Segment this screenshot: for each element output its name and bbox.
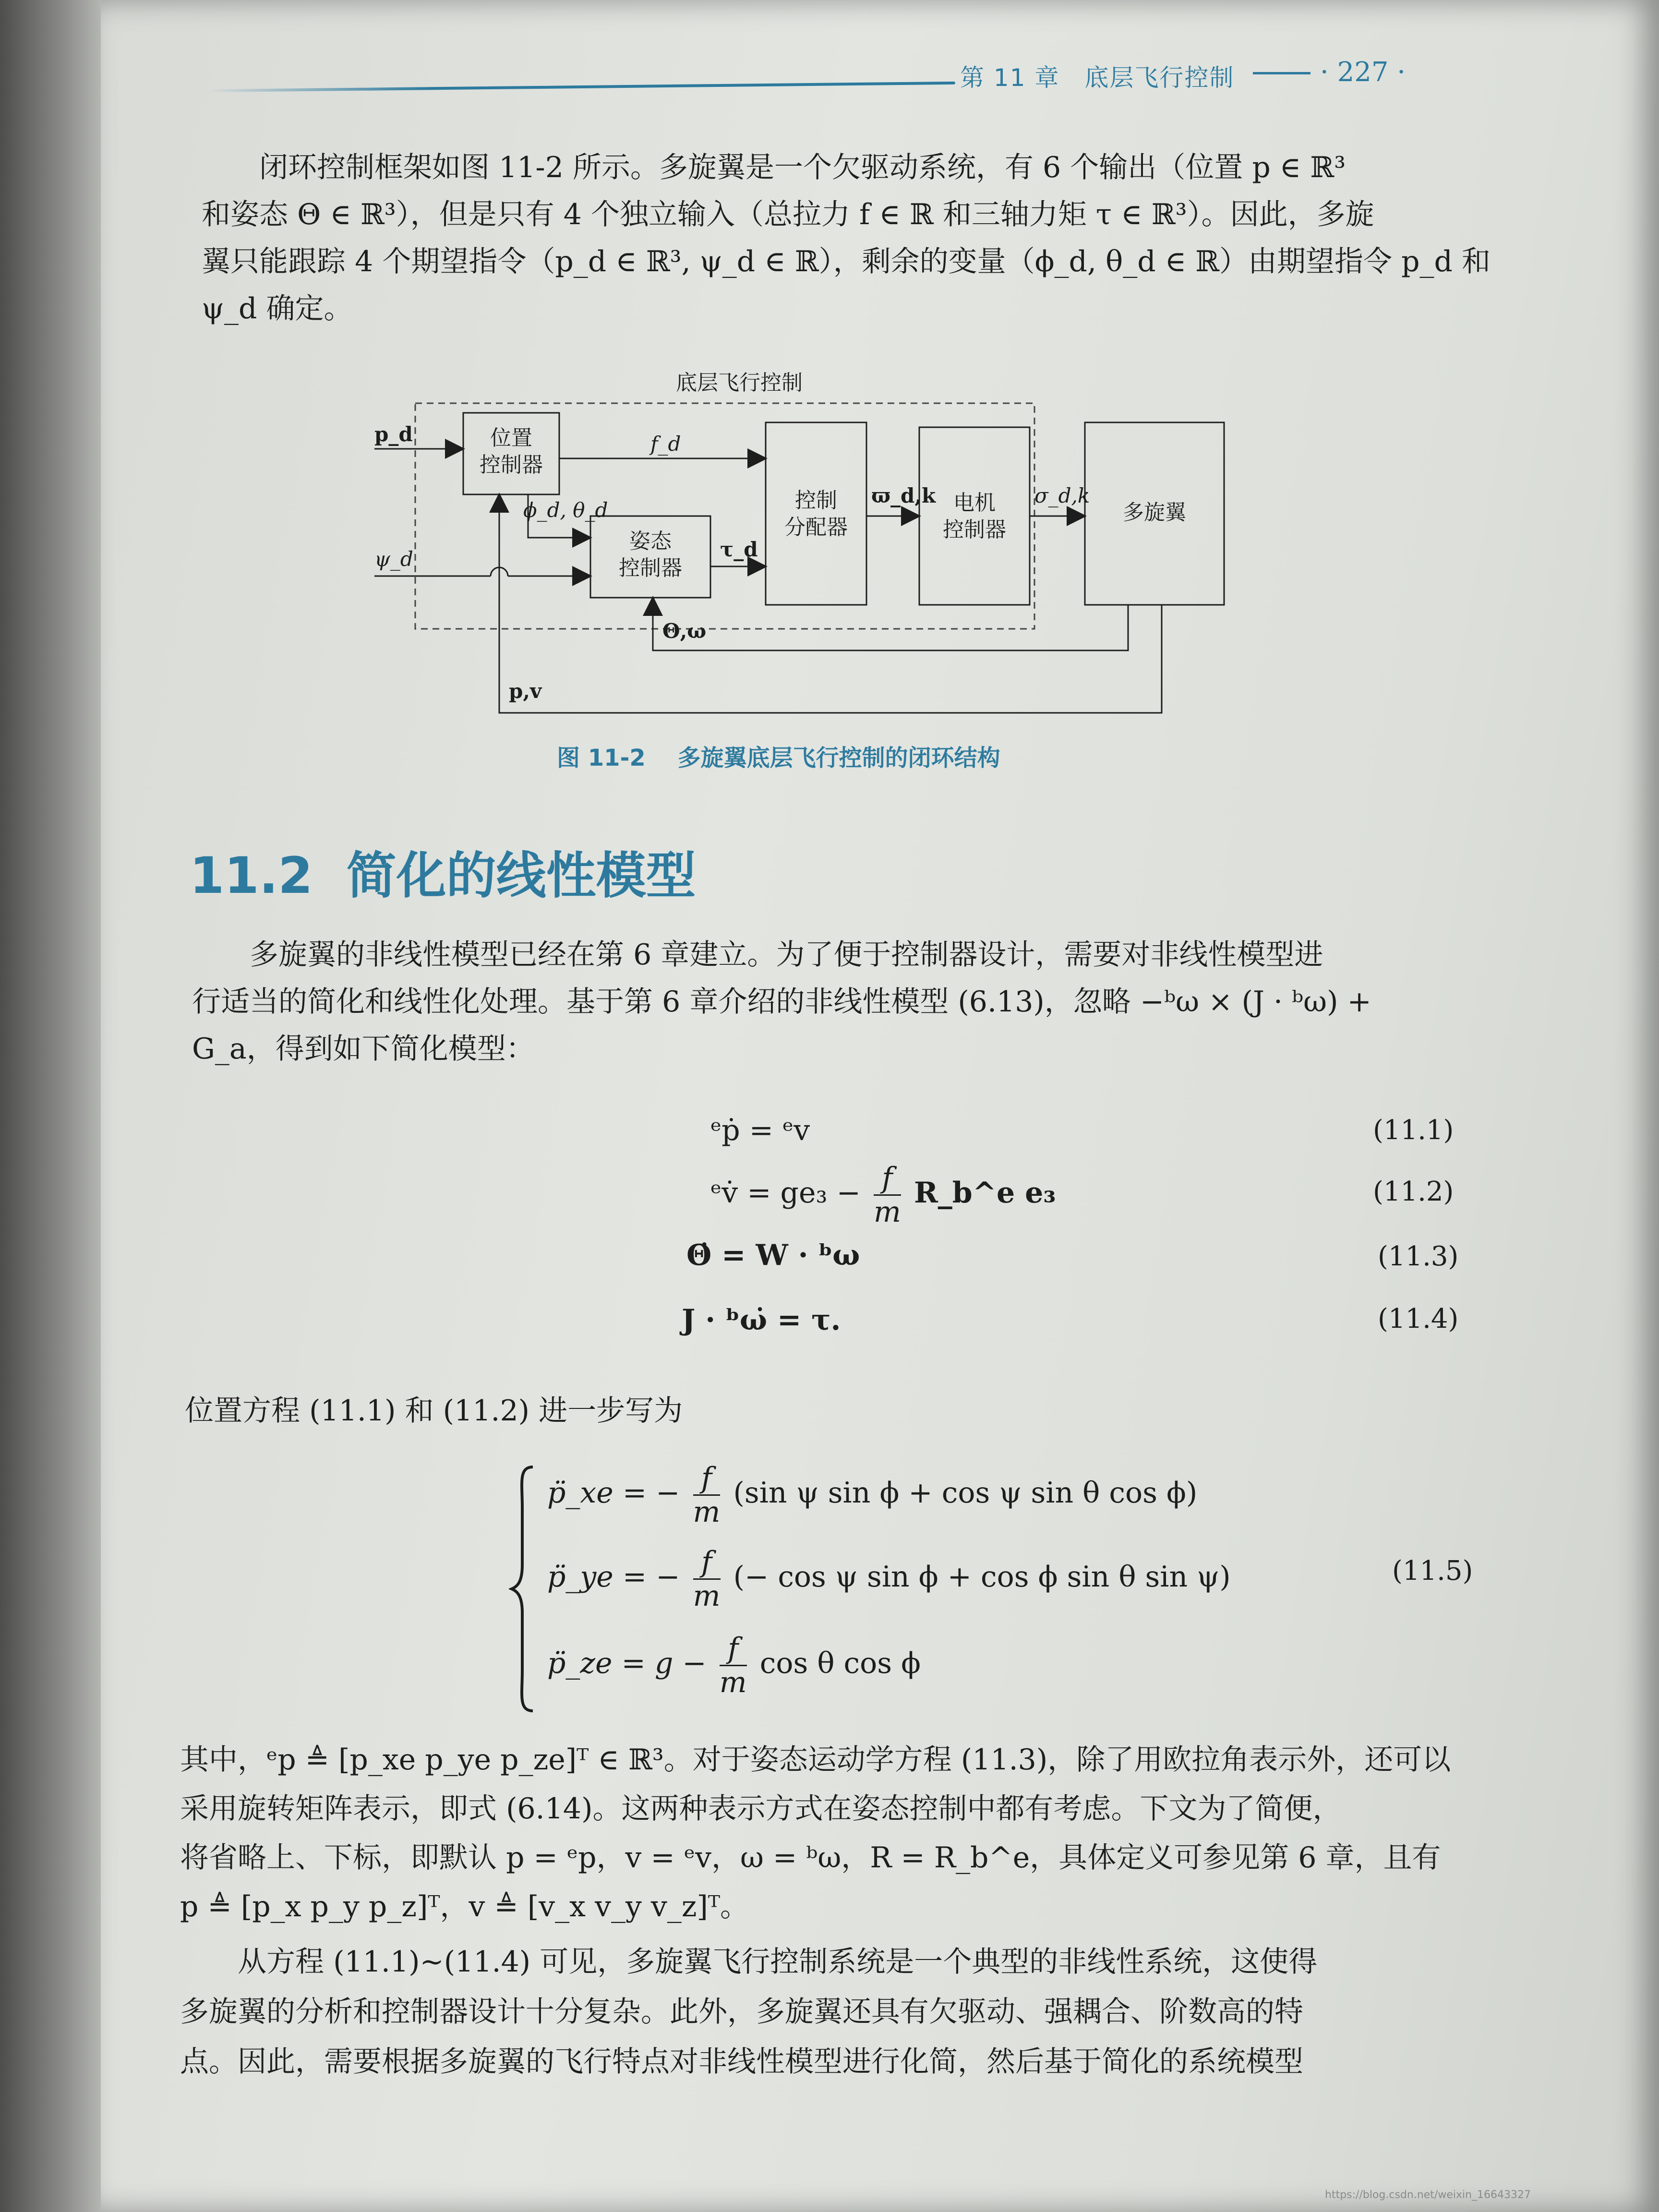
- text-line: G_a，得到如下简化模型：: [192, 1032, 535, 1066]
- text-line: 行适当的简化和线性化处理。基于第 6 章介绍的非线性模型 (6.13)，忽略 −ᵇω × (J · ᵇω) +: [192, 985, 1371, 1019]
- fraction: [693, 1462, 721, 1528]
- watermark: https://blog.csdn.net/weixin_16643327: [1325, 2189, 1531, 2201]
- text-line: 和姿态 Θ ∈ ℝ³），但是只有 4 个独立输入（总拉力 f ∈ ℝ 和三轴力矩 τ ∈ ℝ³）。因此，多旋: [202, 198, 1374, 231]
- paragraph-3: [185, 1387, 1481, 1434]
- equation-11-3: Θ̇ = W · ᵇω: [686, 1238, 860, 1272]
- eq-lhs: ᵉv̇ = ge₃ −: [710, 1176, 861, 1210]
- equation-11-5-row-1: [547, 1462, 1197, 1528]
- running-head: 第 11 章 底层飞行控制: [960, 64, 1235, 92]
- header-rule-tail: [1253, 72, 1310, 74]
- multicopter-block: 多旋翼: [1123, 500, 1186, 525]
- curly-brace: [509, 1464, 538, 1714]
- fraction: [874, 1162, 901, 1228]
- text-line: p ≜ [p_x p_y p_z]ᵀ，v ≜ [v_x v_y v_z]ᵀ。: [180, 1890, 749, 1923]
- fraction-denominator: m: [693, 1495, 721, 1529]
- text-line: 将省略上、下标，即默认 p = ᵉp，v = ᵉv，ω = ᵇω，R = R_b^e，具体定义可参见第 6 章，且有: [180, 1841, 1441, 1875]
- paragraph-4: [180, 1735, 1486, 1931]
- signal-varpi: ϖ_d,k: [871, 484, 936, 507]
- page-number: · 227 ·: [1320, 57, 1406, 88]
- equation-11-5-row-2: [547, 1546, 1231, 1612]
- fraction-denominator: m: [873, 1195, 901, 1229]
- text-line: 位置方程 (11.1) 和 (11.2) 进一步写为: [185, 1394, 683, 1428]
- paragraph-2: [192, 931, 1488, 1072]
- eq-lhs: p̈_ye = −: [547, 1560, 680, 1594]
- equation-number: (11.2): [1373, 1176, 1454, 1207]
- figure-caption: [557, 739, 1000, 772]
- paragraph-5: [180, 1937, 1495, 2087]
- signal-sigma: σ_d,k: [1034, 484, 1090, 507]
- signal-fd: f_d: [650, 432, 681, 456]
- intro-paragraph: [202, 144, 1491, 332]
- section-heading: [190, 835, 696, 907]
- diagram-lines: [355, 370, 1267, 734]
- text-line: 翼只能跟踪 4 个期望指令（p_d ∈ ℝ³, ψ_d ∈ ℝ），剩余的变量（ϕ_d, θ_d ∈ ℝ）由期望指令 p_d 和: [202, 245, 1491, 278]
- eq-rhs: cos θ cos ϕ: [759, 1647, 921, 1681]
- signal-taud: τ_d: [720, 538, 758, 561]
- equation-number: (11.1): [1373, 1115, 1454, 1146]
- signal-psid: ψ_d: [374, 547, 413, 571]
- fraction-denominator: m: [719, 1666, 747, 1699]
- equation-number: (11.5): [1392, 1555, 1473, 1587]
- signal-phid-thetad: ϕ_d, θ_d: [523, 498, 608, 522]
- block-diagram: [355, 370, 1267, 734]
- fraction-numerator: f: [874, 1162, 901, 1196]
- section-title: 简化的线性模型: [346, 846, 696, 905]
- section-number: 11.2: [190, 846, 313, 905]
- text-line: 采用旋转矩阵表示，即式 (6.14)。这两种表示方式在姿态控制中都有考虑。下文为了简便，: [180, 1792, 1342, 1826]
- equation-11-4: J · ᵇω̇ = τ.: [682, 1303, 841, 1337]
- fraction: [693, 1546, 721, 1612]
- fraction-denominator: m: [693, 1579, 721, 1613]
- motor-controller-block: 电机 控制器: [943, 491, 1006, 542]
- eq-rhs: R_b^e e₃: [914, 1176, 1056, 1210]
- signal-theta-omega: Θ,ω: [662, 619, 707, 643]
- book-gutter: [0, 0, 110, 2212]
- text-line: ψ_d 确定。: [202, 292, 353, 325]
- equation-11-5-row-3: [547, 1632, 921, 1699]
- text-line: 多旋翼的非线性模型已经在第 6 章建立。为了便于控制器设计，需要对非线性模型进: [250, 938, 1323, 972]
- eq-lhs: p̈_xe = −: [547, 1476, 680, 1510]
- caption-label: 图 11-2: [557, 745, 646, 771]
- fraction-numerator: f: [693, 1462, 721, 1496]
- attitude-controller-block: 姿态 控制器: [619, 529, 682, 580]
- text-line: 点。因此，需要根据多旋翼的飞行特点对非线性模型进行化简，然后基于简化的系统模型: [180, 2045, 1303, 2079]
- text-line: 从方程 (11.1)~(11.4) 可见，多旋翼飞行控制系统是一个典型的非线性系统，这使得: [238, 1945, 1318, 1979]
- diagram-group-label: 底层飞行控制: [676, 371, 803, 395]
- eq-lhs: p̈_ze = g −: [547, 1647, 707, 1681]
- equation-number: (11.3): [1378, 1241, 1459, 1272]
- fraction-numerator: f: [693, 1546, 721, 1580]
- fraction-numerator: f: [720, 1632, 747, 1666]
- position-controller-block: 位置 控制器: [480, 426, 543, 477]
- caption-text: 多旋翼底层飞行控制的闭环结构: [677, 745, 1000, 771]
- equation-number: (11.4): [1378, 1303, 1459, 1334]
- equation-11-1: ᵉṗ = ᵉv: [710, 1114, 810, 1147]
- signal-pd: p_d: [374, 422, 413, 446]
- eq-rhs: (sin ψ sin ϕ + cos ψ sin θ cos ϕ): [733, 1476, 1198, 1510]
- text-line: 其中，ᵉp ≜ [p_xe p_ye p_ze]ᵀ ∈ ℝ³。对于姿态运动学方程 (11.3)，除了用欧拉角表示外，还可以: [180, 1743, 1451, 1777]
- equation-11-2: [710, 1162, 1056, 1228]
- control-allocator-block: 控制 分配器: [784, 488, 848, 540]
- signal-pv: p,v: [509, 679, 542, 703]
- fraction: [720, 1632, 747, 1699]
- eq-rhs: (− cos ψ sin ϕ + cos ϕ sin θ sin ψ): [733, 1560, 1231, 1594]
- text-line: 多旋翼的分析和控制器设计十分复杂。此外，多旋翼还具有欠驱动、强耦合、阶数高的特: [180, 1995, 1303, 2029]
- text-line: 闭环控制框架如图 11-2 所示。多旋翼是一个欠驱动系统，有 6 个输出（位置 p ∈ ℝ³: [259, 151, 1346, 184]
